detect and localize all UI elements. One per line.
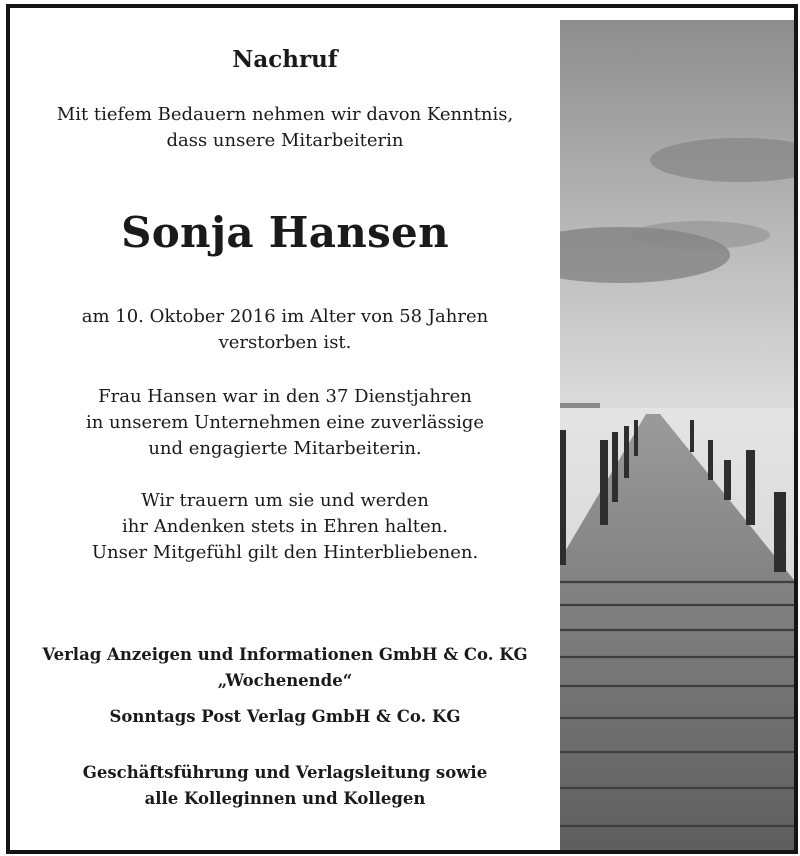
deceased-name: Sonja Hansen <box>121 208 449 257</box>
mourning-text <box>10 488 560 566</box>
death-text <box>10 304 560 356</box>
cloud <box>630 221 770 249</box>
intro-text <box>10 102 560 154</box>
company-name: Verlag Anzeigen und Informationen GmbH & Co. KG <box>42 645 528 664</box>
mourning-line: ihr Andenken stets in Ehren halten. <box>122 516 448 537</box>
company-subtitle: „Wochenende“ <box>217 671 353 690</box>
obituary-notice <box>6 4 798 854</box>
signatory-management <box>10 760 560 812</box>
intro-line: Mit tiefem Bedauern nehmen wir davon Kenntnis, <box>56 104 514 125</box>
notice-heading: Nachruf <box>232 46 338 73</box>
tribute-text <box>10 384 560 462</box>
text-column <box>10 8 560 850</box>
signatory-company-2: Sonntags Post Verlag GmbH & Co. KG <box>109 707 461 726</box>
management-line: Geschäftsführung und Verlagsleitung sowie <box>82 763 488 782</box>
tribute-line: Frau Hansen war in den 37 Dienstjahren <box>98 386 472 407</box>
management-line: alle Kolleginnen und Kollegen <box>144 789 426 808</box>
death-line: verstorben ist. <box>218 332 352 353</box>
mourning-line: Wir trauern um sie und werden <box>141 490 429 511</box>
intro-line: dass unsere Mitarbeiterin <box>166 130 404 151</box>
pier-photo <box>560 20 794 850</box>
signatory-company-1 <box>10 642 560 694</box>
tribute-line: und engagierte Mitarbeiterin. <box>148 438 422 459</box>
sky <box>560 20 794 410</box>
mourning-line: Unser Mitgefühl gilt den Hinterbliebenen. <box>91 542 479 563</box>
distant-shore <box>560 403 600 408</box>
tribute-line: in unserem Unternehmen eine zuverlässige <box>85 412 485 433</box>
pier-image <box>560 20 794 850</box>
death-line: am 10. Oktober 2016 im Alter von 58 Jahren <box>81 306 489 327</box>
